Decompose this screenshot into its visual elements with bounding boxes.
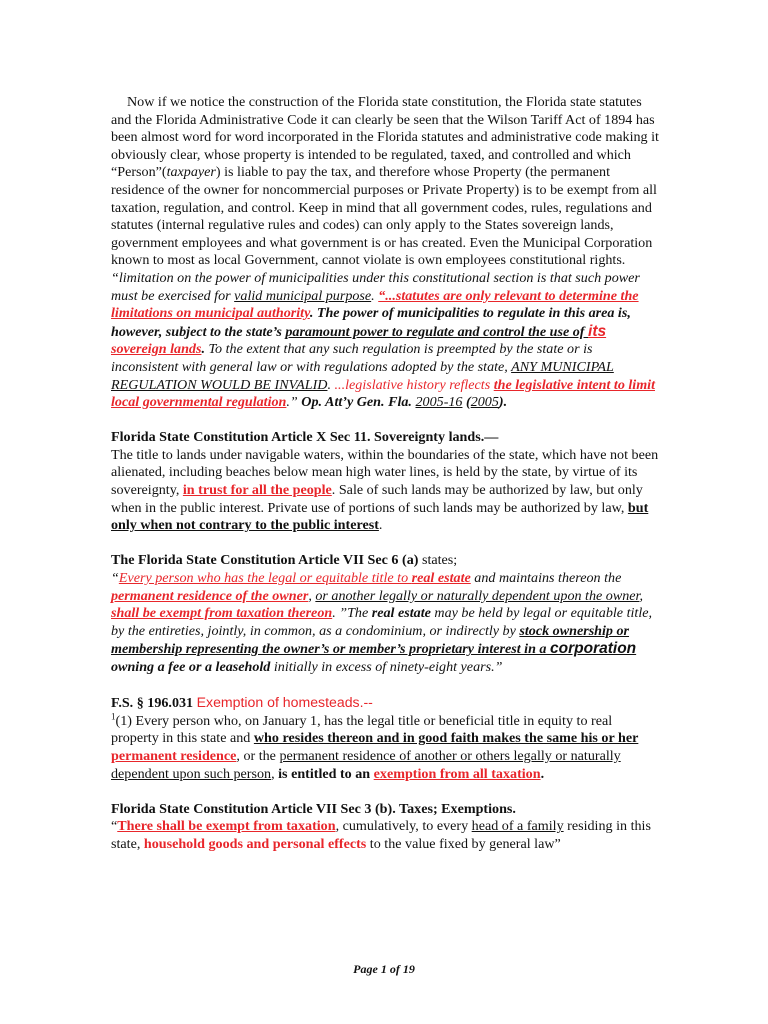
- highlighted-phrase: exemption from all taxation: [373, 765, 541, 782]
- text-run: ).: [498, 394, 508, 411]
- highlighted-phrase: in trust for all the people: [182, 482, 332, 499]
- text-run: taxpayer: [166, 164, 216, 181]
- article-vii-sec-3-paragraph: [111, 818, 659, 853]
- text-run: .: [327, 376, 335, 393]
- citation: Op. Att’y Gen. Fla.: [301, 394, 412, 411]
- quote-text: “limitation on the power of municipalities under this constitutional section is that such power must be exercised for: [111, 269, 640, 304]
- citation-link[interactable]: 2005: [470, 394, 499, 411]
- section-heading-article-vii-sec-3: Florida State Constitution Article VII Sec 3 (b). Taxes; Exemptions.: [111, 800, 516, 817]
- section-heading-fs-196-031: [111, 694, 659, 713]
- underlined-phrase: permanent residence of another or others legally or naturally dependent upon such person: [111, 747, 621, 782]
- underlined-phrase: who resides thereon and in good faith makes the same his or her: [253, 730, 639, 747]
- text-run: may be held by legal or equitable title, by the entireties, jointly, in common, as a condominium, or indirectly by: [111, 605, 653, 639]
- text-run: .: [378, 517, 383, 534]
- citation-link[interactable]: 2005-16: [415, 394, 463, 411]
- red-phrase: ...legislative history reflects: [334, 376, 494, 393]
- bold-phrase: real estate: [371, 605, 431, 622]
- highlighted-phrase: There shall be exempt from taxation: [117, 818, 336, 835]
- text-run: residing in this state,: [111, 818, 651, 852]
- section-heading-sovereignty-lands: Florida State Constitution Article X Sec 11. Sovereignty lands.—: [111, 429, 499, 446]
- text-run: .: [371, 287, 379, 304]
- underlined-phrase: corporation: [550, 640, 637, 658]
- text-run: “: [111, 570, 119, 587]
- text-run: “: [111, 818, 118, 835]
- bold-phrase: . The power of municipalities to regulate in this area is, however, subject to the state’s: [111, 305, 631, 340]
- text-run: . Sale of such lands may be authorized by law, but only when in the public interest. Private use of portions of such lands may be authorized by law,: [111, 482, 643, 516]
- text-run: ,: [639, 587, 644, 604]
- heading-text-red: Exemption of homesteads.--: [196, 694, 373, 711]
- text-run: and maintains thereon the: [470, 570, 622, 587]
- document-body: [111, 94, 659, 854]
- footnote-marker: 1: [111, 711, 116, 722]
- highlighted-phrase: shall be exempt from taxation thereon: [111, 605, 333, 622]
- heading-text: The Florida State Constitution Article VII Sec 6 (a): [111, 552, 419, 569]
- underlined-phrase: stock ownership or membership representing the owner’s or member’s proprietary interest in a: [111, 622, 630, 658]
- intro-paragraph: [111, 94, 659, 412]
- underlined-phrase: but only when not contrary to the public interest: [111, 499, 649, 534]
- text-run: (1) Every person who, on January 1, has the legal title or beneficial title in equity to real property in this state and: [111, 712, 613, 747]
- bold-phrase: owning a fee or a leasehold: [111, 659, 271, 675]
- highlighted-phrase: the legislative intent to limit local governmental regulation: [111, 376, 656, 411]
- text-run: .”: [286, 394, 302, 411]
- sovereignty-paragraph: [111, 447, 659, 535]
- fs-196-031-paragraph: [111, 713, 659, 783]
- text-run: ) is liable to pay the tax, and therefore whose Property (the permanent residence of the owner for noncommercial purposes or Private Property) is to be exempt from all taxation, regulation, and control. Keep in mind that all government codes, rules, regulations and statutes (internal regulative rules and codes) can only apply to the States sovereign lands, government employees and what government is or has created. Even the Municipal Corporation known to most as local Government, cannot violate is own employees constitutional rights.: [111, 164, 657, 269]
- highlighted-phrase: real estate: [411, 570, 471, 587]
- heading-text: F.S. § 196.031: [111, 695, 197, 712]
- underlined-phrase: ANY MUNICIPAL REGULATION WOULD BE INVALID: [111, 358, 614, 393]
- text-run: states;: [418, 552, 458, 569]
- underlined-phrase: or another legally or naturally dependent upon the owner: [315, 587, 640, 604]
- text-run: to the value fixed by general law”: [366, 835, 561, 852]
- text-run: , cumulatively, to every: [335, 818, 472, 835]
- underlined-phrase: head of a family: [471, 818, 564, 835]
- article-vii-sec-6-paragraph: [111, 570, 659, 677]
- red-phrase: Every person who has the legal or equitable title to: [118, 570, 412, 587]
- text-run: initially in excess of ninety-eight years.”: [270, 659, 503, 675]
- highlighted-phrase: permanent residence: [111, 747, 237, 764]
- text-run: . ”The: [332, 605, 372, 622]
- highlighted-phrase: its: [588, 322, 607, 340]
- text-run: (: [462, 394, 471, 411]
- page-number: Page 1 of 19: [353, 962, 415, 976]
- text-run: To the extent that any such regulation is preempted by the state or is inconsistent with general law or with regulations adopted by the state,: [111, 341, 593, 375]
- text-run: .: [201, 341, 205, 358]
- highlighted-phrase: household goods and personal effects: [143, 835, 367, 852]
- text-run: .: [540, 765, 545, 782]
- section-heading-article-vii-sec-6: [111, 552, 659, 570]
- bold-phrase: is entitled to an: [278, 765, 374, 782]
- highlighted-phrase: permanent residence of the owner: [111, 587, 309, 604]
- underlined-phrase: paramount power to regulate and control the use of: [285, 323, 589, 340]
- text-run: ,: [271, 765, 279, 782]
- highlighted-phrase: sovereign lands: [111, 341, 202, 358]
- text-run: The title to lands under navigable waters, within the boundaries of the state, which have not been alienated, including beaches below mean high water lines, is held by the state, by virtue of its sovereignty,: [111, 446, 659, 499]
- highlighted-phrase: “...statutes are only relevant to determine the limitations on municipal authority: [111, 287, 639, 322]
- underlined-phrase: valid municipal purpose: [234, 287, 372, 304]
- text-run: , or the: [236, 747, 280, 764]
- text-run: Now if we notice the construction of the Florida state constitution, the Florida state statutes and the Florida Administrative Code it can clearly be seen that the Wilson Tariff Act of 1894 has been almost word for word incorporated in the Florida statutes and administrative code making it obviously clear, whose property is intended to be regulated, taxed, and controlled and which “Person”(: [111, 94, 659, 181]
- text-run: ,: [308, 587, 316, 604]
